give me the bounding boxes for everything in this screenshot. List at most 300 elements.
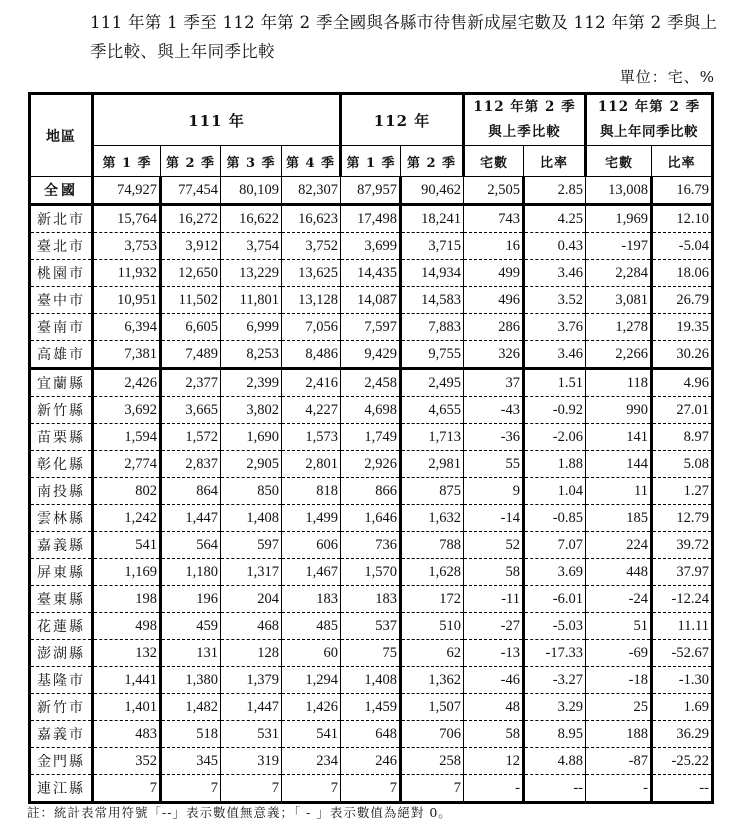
cell-value: 52 — [464, 532, 524, 559]
cell-value: 258 — [401, 748, 464, 775]
cell-value: 12,650 — [161, 260, 221, 287]
cell-value: -0.85 — [524, 505, 586, 532]
cell-value: 788 — [401, 532, 464, 559]
table-row — [30, 721, 713, 748]
cell-value: 498 — [93, 613, 161, 640]
header-sub: 第 1 季 — [341, 146, 401, 177]
cell-value: 17,498 — [341, 205, 401, 233]
cell-value: 1,499 — [282, 505, 341, 532]
cell-value: 77,454 — [161, 177, 221, 205]
cell-value: 1,317 — [221, 559, 282, 586]
cell-value: 198 — [93, 586, 161, 613]
cell-value: 648 — [341, 721, 401, 748]
cell-value: -27 — [464, 613, 524, 640]
cell-value: -5.03 — [524, 613, 586, 640]
cell-value: 7 — [282, 775, 341, 803]
cell-value: 1.04 — [524, 478, 586, 505]
table-row — [30, 369, 713, 397]
table-row — [30, 397, 713, 424]
cell-value: 7,056 — [282, 314, 341, 341]
cell-value: 4.25 — [524, 205, 586, 233]
cell-value: 58 — [464, 721, 524, 748]
cell-value: 19.35 — [652, 314, 713, 341]
cell-value: 1,294 — [282, 667, 341, 694]
cell-value: 3.46 — [524, 260, 586, 287]
cell-value: 128 — [221, 640, 282, 667]
table-row — [30, 287, 713, 314]
area-name: 連江縣 — [30, 775, 93, 803]
cell-value: 7,489 — [161, 341, 221, 369]
cell-value: 1,969 — [586, 205, 652, 233]
table-row — [30, 775, 713, 803]
area-name: 嘉義縣 — [30, 532, 93, 559]
cell-value: 1,573 — [282, 424, 341, 451]
cell-value: 518 — [161, 721, 221, 748]
area-name: 澎湖縣 — [30, 640, 93, 667]
cell-value: 75 — [341, 640, 401, 667]
cell-value: 48 — [464, 694, 524, 721]
cell-value: 2,416 — [282, 369, 341, 397]
cell-value: 6,999 — [221, 314, 282, 341]
header-sub: 第 2 季 — [401, 146, 464, 177]
cell-value: 14,934 — [401, 260, 464, 287]
cell-value: 2,801 — [282, 451, 341, 478]
cell-value: 1,594 — [93, 424, 161, 451]
cell-value: 9,755 — [401, 341, 464, 369]
table-row — [30, 205, 713, 233]
cell-value: 26.79 — [652, 287, 713, 314]
cell-value: 172 — [401, 586, 464, 613]
cell-value: 132 — [93, 640, 161, 667]
table-row — [30, 314, 713, 341]
header-qoq-line2: 與上季比較 — [488, 124, 561, 140]
cell-value: -14 — [464, 505, 524, 532]
cell-value: 1,278 — [586, 314, 652, 341]
cell-value: 541 — [93, 532, 161, 559]
cell-value: 1,482 — [161, 694, 221, 721]
cell-value: 11.11 — [652, 613, 713, 640]
cell-value: 8,253 — [221, 341, 282, 369]
cell-value: 818 — [282, 478, 341, 505]
cell-value: 2,284 — [586, 260, 652, 287]
cell-value: 196 — [161, 586, 221, 613]
cell-value: 1,441 — [93, 667, 161, 694]
cell-value: -87 — [586, 748, 652, 775]
cell-value: -46 — [464, 667, 524, 694]
cell-value: - — [464, 775, 524, 803]
cell-value: 55 — [464, 451, 524, 478]
header-sub: 第 2 季 — [161, 146, 221, 177]
cell-value: 3.76 — [524, 314, 586, 341]
cell-value: 14,087 — [341, 287, 401, 314]
cell-value: 10,951 — [93, 287, 161, 314]
cell-value: 51 — [586, 613, 652, 640]
header-sub: 比率 — [524, 146, 586, 177]
table-row — [30, 640, 713, 667]
table-row — [30, 451, 713, 478]
cell-value: 131 — [161, 640, 221, 667]
cell-value: 496 — [464, 287, 524, 314]
cell-value: 80,109 — [221, 177, 282, 205]
cell-value: 11,932 — [93, 260, 161, 287]
table-title: 111 年第 1 季至 112 年第 2 季全國與各縣市待售新成屋宅數及 112 年第 2 季與上季比較、與上年同季比較 — [90, 13, 718, 61]
cell-value: 1,401 — [93, 694, 161, 721]
table-row — [30, 505, 713, 532]
cell-value: -13 — [464, 640, 524, 667]
area-name: 苗栗縣 — [30, 424, 93, 451]
table-row — [30, 586, 713, 613]
area-name: 南投縣 — [30, 478, 93, 505]
cell-value: 736 — [341, 532, 401, 559]
cell-value: 2,377 — [161, 369, 221, 397]
cell-value: 1,632 — [401, 505, 464, 532]
cell-value: 1,380 — [161, 667, 221, 694]
cell-value: 3,081 — [586, 287, 652, 314]
area-name: 新北市 — [30, 205, 93, 233]
cell-value: 1,447 — [221, 694, 282, 721]
table-row — [30, 667, 713, 694]
cell-value: 82,307 — [282, 177, 341, 205]
cell-value: 3,912 — [161, 233, 221, 260]
cell-value: 1,713 — [401, 424, 464, 451]
header-sub: 比率 — [652, 146, 713, 177]
cell-value: 541 — [282, 721, 341, 748]
cell-value: 7,883 — [401, 314, 464, 341]
cell-value: 468 — [221, 613, 282, 640]
cell-value: 141 — [586, 424, 652, 451]
cell-value: 8.95 — [524, 721, 586, 748]
cell-value: 1,408 — [221, 505, 282, 532]
cell-value: 58 — [464, 559, 524, 586]
cell-value: 2,905 — [221, 451, 282, 478]
area-name: 高雄市 — [30, 341, 93, 369]
cell-value: -17.33 — [524, 640, 586, 667]
area-name: 屏東縣 — [30, 559, 93, 586]
cell-value: 16,272 — [161, 205, 221, 233]
area-name: 金門縣 — [30, 748, 93, 775]
cell-value: 0.43 — [524, 233, 586, 260]
cell-value: 37 — [464, 369, 524, 397]
cell-value: 16 — [464, 233, 524, 260]
cell-value: 485 — [282, 613, 341, 640]
cell-value: 11,801 — [221, 287, 282, 314]
cell-value: -24 — [586, 586, 652, 613]
cell-value: 4.88 — [524, 748, 586, 775]
cell-value: 802 — [93, 478, 161, 505]
cell-value: 14,583 — [401, 287, 464, 314]
cell-value: 3.52 — [524, 287, 586, 314]
table-row — [30, 478, 713, 505]
cell-value: 1.69 — [652, 694, 713, 721]
cell-value: 1,379 — [221, 667, 282, 694]
cell-value: 531 — [221, 721, 282, 748]
header-yoy-line2: 與上年同季比較 — [600, 124, 698, 140]
cell-value: 2,495 — [401, 369, 464, 397]
cell-value: -36 — [464, 424, 524, 451]
area-name: 臺北市 — [30, 233, 93, 260]
cell-value: 8,486 — [282, 341, 341, 369]
cell-value: 7 — [161, 775, 221, 803]
cell-value: 319 — [221, 748, 282, 775]
cell-value: 352 — [93, 748, 161, 775]
area-name: 彰化縣 — [30, 451, 93, 478]
cell-value: 850 — [221, 478, 282, 505]
cell-value: 12 — [464, 748, 524, 775]
header-sub: 第 1 季 — [93, 146, 161, 177]
cell-value: 3,665 — [161, 397, 221, 424]
cell-value: -2.06 — [524, 424, 586, 451]
cell-value: 3,699 — [341, 233, 401, 260]
cell-value: -12.24 — [652, 586, 713, 613]
cell-value: 1,467 — [282, 559, 341, 586]
table-row — [30, 260, 713, 287]
cell-value: 27.01 — [652, 397, 713, 424]
cell-value: 597 — [221, 532, 282, 559]
cell-value: 3,752 — [282, 233, 341, 260]
cell-value: 3,802 — [221, 397, 282, 424]
cell-value: 1,426 — [282, 694, 341, 721]
table-row — [30, 748, 713, 775]
cell-value: 286 — [464, 314, 524, 341]
area-name: 全國 — [30, 177, 93, 205]
cell-value: 183 — [341, 586, 401, 613]
cell-value: 118 — [586, 369, 652, 397]
cell-value: 510 — [401, 613, 464, 640]
table-row — [30, 694, 713, 721]
cell-value: 188 — [586, 721, 652, 748]
cell-value: 1,507 — [401, 694, 464, 721]
cell-value: 12.79 — [652, 505, 713, 532]
area-name: 宜蘭縣 — [30, 369, 93, 397]
cell-value: 1.88 — [524, 451, 586, 478]
cell-value: 185 — [586, 505, 652, 532]
cell-value: 4,227 — [282, 397, 341, 424]
cell-value: -11 — [464, 586, 524, 613]
unit-label: 單位：宅、% — [619, 68, 715, 86]
cell-value: 1,570 — [341, 559, 401, 586]
cell-value: 37.97 — [652, 559, 713, 586]
cell-value: 499 — [464, 260, 524, 287]
cell-value: 3,753 — [93, 233, 161, 260]
cell-value: 7 — [93, 775, 161, 803]
data-table — [28, 92, 714, 804]
cell-value: 1.27 — [652, 478, 713, 505]
cell-value: 4.96 — [652, 369, 713, 397]
cell-value: 39.72 — [652, 532, 713, 559]
header-yoy-line1: 112 年第 2 季 — [597, 99, 701, 115]
cell-value: 8.97 — [652, 424, 713, 451]
cell-value: 2,505 — [464, 177, 524, 205]
header-group-112: 112 年 — [341, 94, 464, 146]
cell-value: 706 — [401, 721, 464, 748]
table-row — [30, 233, 713, 260]
cell-value: 1,447 — [161, 505, 221, 532]
cell-value: 3,692 — [93, 397, 161, 424]
cell-value: 7.07 — [524, 532, 586, 559]
cell-value: 2,774 — [93, 451, 161, 478]
cell-value: -3.27 — [524, 667, 586, 694]
cell-value: 1,180 — [161, 559, 221, 586]
cell-value: 459 — [161, 613, 221, 640]
header-area: 地區 — [30, 94, 93, 177]
cell-value: 224 — [586, 532, 652, 559]
cell-value: -1.30 — [652, 667, 713, 694]
cell-value: 7,597 — [341, 314, 401, 341]
cell-value: 204 — [221, 586, 282, 613]
cell-value: - — [586, 775, 652, 803]
cell-value: 1,408 — [341, 667, 401, 694]
header-row-groups — [30, 94, 713, 146]
area-name: 臺南市 — [30, 314, 93, 341]
cell-value: -197 — [586, 233, 652, 260]
cell-value: 2,837 — [161, 451, 221, 478]
header-group-yoy — [586, 94, 713, 146]
table-row — [30, 341, 713, 369]
cell-value: 3.29 — [524, 694, 586, 721]
header-sub: 第 3 季 — [221, 146, 282, 177]
cell-value: 13,128 — [282, 287, 341, 314]
cell-value: 1,749 — [341, 424, 401, 451]
cell-value: -18 — [586, 667, 652, 694]
cell-value: 16,623 — [282, 205, 341, 233]
cell-value: 246 — [341, 748, 401, 775]
cell-value: 7 — [401, 775, 464, 803]
cell-value: 62 — [401, 640, 464, 667]
cell-value: -52.67 — [652, 640, 713, 667]
header-group-qoq — [464, 94, 586, 146]
header-sub: 宅數 — [586, 146, 652, 177]
cell-value: 1,242 — [93, 505, 161, 532]
cell-value: 12.10 — [652, 205, 713, 233]
cell-value: -25.22 — [652, 748, 713, 775]
cell-value: 25 — [586, 694, 652, 721]
table-row-national — [30, 177, 713, 205]
cell-value: 7,381 — [93, 341, 161, 369]
area-name: 臺中市 — [30, 287, 93, 314]
cell-value: 1,572 — [161, 424, 221, 451]
cell-value: 2.85 — [524, 177, 586, 205]
footnote: 註：統計表常用符號「--」表示數值無意義；「 - 」表示數值為絕對 0。 — [27, 805, 452, 820]
header-group-111: 111 年 — [93, 94, 341, 146]
cell-value: -0.92 — [524, 397, 586, 424]
cell-value: 9,429 — [341, 341, 401, 369]
cell-value: 15,764 — [93, 205, 161, 233]
cell-value: 2,926 — [341, 451, 401, 478]
area-name: 臺東縣 — [30, 586, 93, 613]
cell-value: 1,646 — [341, 505, 401, 532]
area-name: 花蓮縣 — [30, 613, 93, 640]
cell-value: 4,655 — [401, 397, 464, 424]
cell-value: 144 — [586, 451, 652, 478]
cell-value: 537 — [341, 613, 401, 640]
area-name: 新竹市 — [30, 694, 93, 721]
cell-value: 864 — [161, 478, 221, 505]
cell-value: 3,715 — [401, 233, 464, 260]
cell-value: 2,981 — [401, 451, 464, 478]
cell-value: 606 — [282, 532, 341, 559]
cell-value: 326 — [464, 341, 524, 369]
cell-value: 564 — [161, 532, 221, 559]
cell-value: 90,462 — [401, 177, 464, 205]
cell-value: 6,394 — [93, 314, 161, 341]
cell-value: 13,008 — [586, 177, 652, 205]
cell-value: -- — [652, 775, 713, 803]
cell-value: 1,459 — [341, 694, 401, 721]
cell-value: 3.46 — [524, 341, 586, 369]
header-row-sub — [30, 146, 713, 177]
cell-value: 7 — [221, 775, 282, 803]
header-qoq-line1: 112 年第 2 季 — [473, 99, 576, 115]
cell-value: 743 — [464, 205, 524, 233]
cell-value: 36.29 — [652, 721, 713, 748]
area-name: 嘉義市 — [30, 721, 93, 748]
table-row — [30, 559, 713, 586]
cell-value: 448 — [586, 559, 652, 586]
cell-value: 7 — [341, 775, 401, 803]
cell-value: 16,622 — [221, 205, 282, 233]
cell-value: 1,690 — [221, 424, 282, 451]
cell-value: 18,241 — [401, 205, 464, 233]
header-sub: 宅數 — [464, 146, 524, 177]
cell-value: 18.06 — [652, 260, 713, 287]
cell-value: 13,625 — [282, 260, 341, 287]
cell-value: 1.51 — [524, 369, 586, 397]
cell-value: 2,399 — [221, 369, 282, 397]
cell-value: 4,698 — [341, 397, 401, 424]
cell-value: 3,754 — [221, 233, 282, 260]
cell-value: 11,502 — [161, 287, 221, 314]
cell-value: 30.26 — [652, 341, 713, 369]
cell-value: 183 — [282, 586, 341, 613]
cell-value: 866 — [341, 478, 401, 505]
cell-value: 11 — [586, 478, 652, 505]
area-name: 新竹縣 — [30, 397, 93, 424]
cell-value: 3.69 — [524, 559, 586, 586]
cell-value: 875 — [401, 478, 464, 505]
cell-value: 1,628 — [401, 559, 464, 586]
cell-value: 6,605 — [161, 314, 221, 341]
area-name: 雲林縣 — [30, 505, 93, 532]
cell-value: 483 — [93, 721, 161, 748]
cell-value: -69 — [586, 640, 652, 667]
cell-value: 5.08 — [652, 451, 713, 478]
cell-value: 14,435 — [341, 260, 401, 287]
cell-value: 2,426 — [93, 369, 161, 397]
table-row — [30, 613, 713, 640]
table-row — [30, 424, 713, 451]
cell-value: 2,458 — [341, 369, 401, 397]
header-sub: 第 4 季 — [282, 146, 341, 177]
area-name: 基隆市 — [30, 667, 93, 694]
cell-value: -43 — [464, 397, 524, 424]
area-name: 桃園市 — [30, 260, 93, 287]
cell-value: 74,927 — [93, 177, 161, 205]
cell-value: 9 — [464, 478, 524, 505]
table-row — [30, 532, 713, 559]
cell-value: -5.04 — [652, 233, 713, 260]
cell-value: 2,266 — [586, 341, 652, 369]
cell-value: 87,957 — [341, 177, 401, 205]
cell-value: 990 — [586, 397, 652, 424]
cell-value: 345 — [161, 748, 221, 775]
cell-value: 16.79 — [652, 177, 713, 205]
cell-value: 1,169 — [93, 559, 161, 586]
cell-value: 60 — [282, 640, 341, 667]
cell-value: 234 — [282, 748, 341, 775]
cell-value: 1,362 — [401, 667, 464, 694]
cell-value: -- — [524, 775, 586, 803]
cell-value: -6.01 — [524, 586, 586, 613]
